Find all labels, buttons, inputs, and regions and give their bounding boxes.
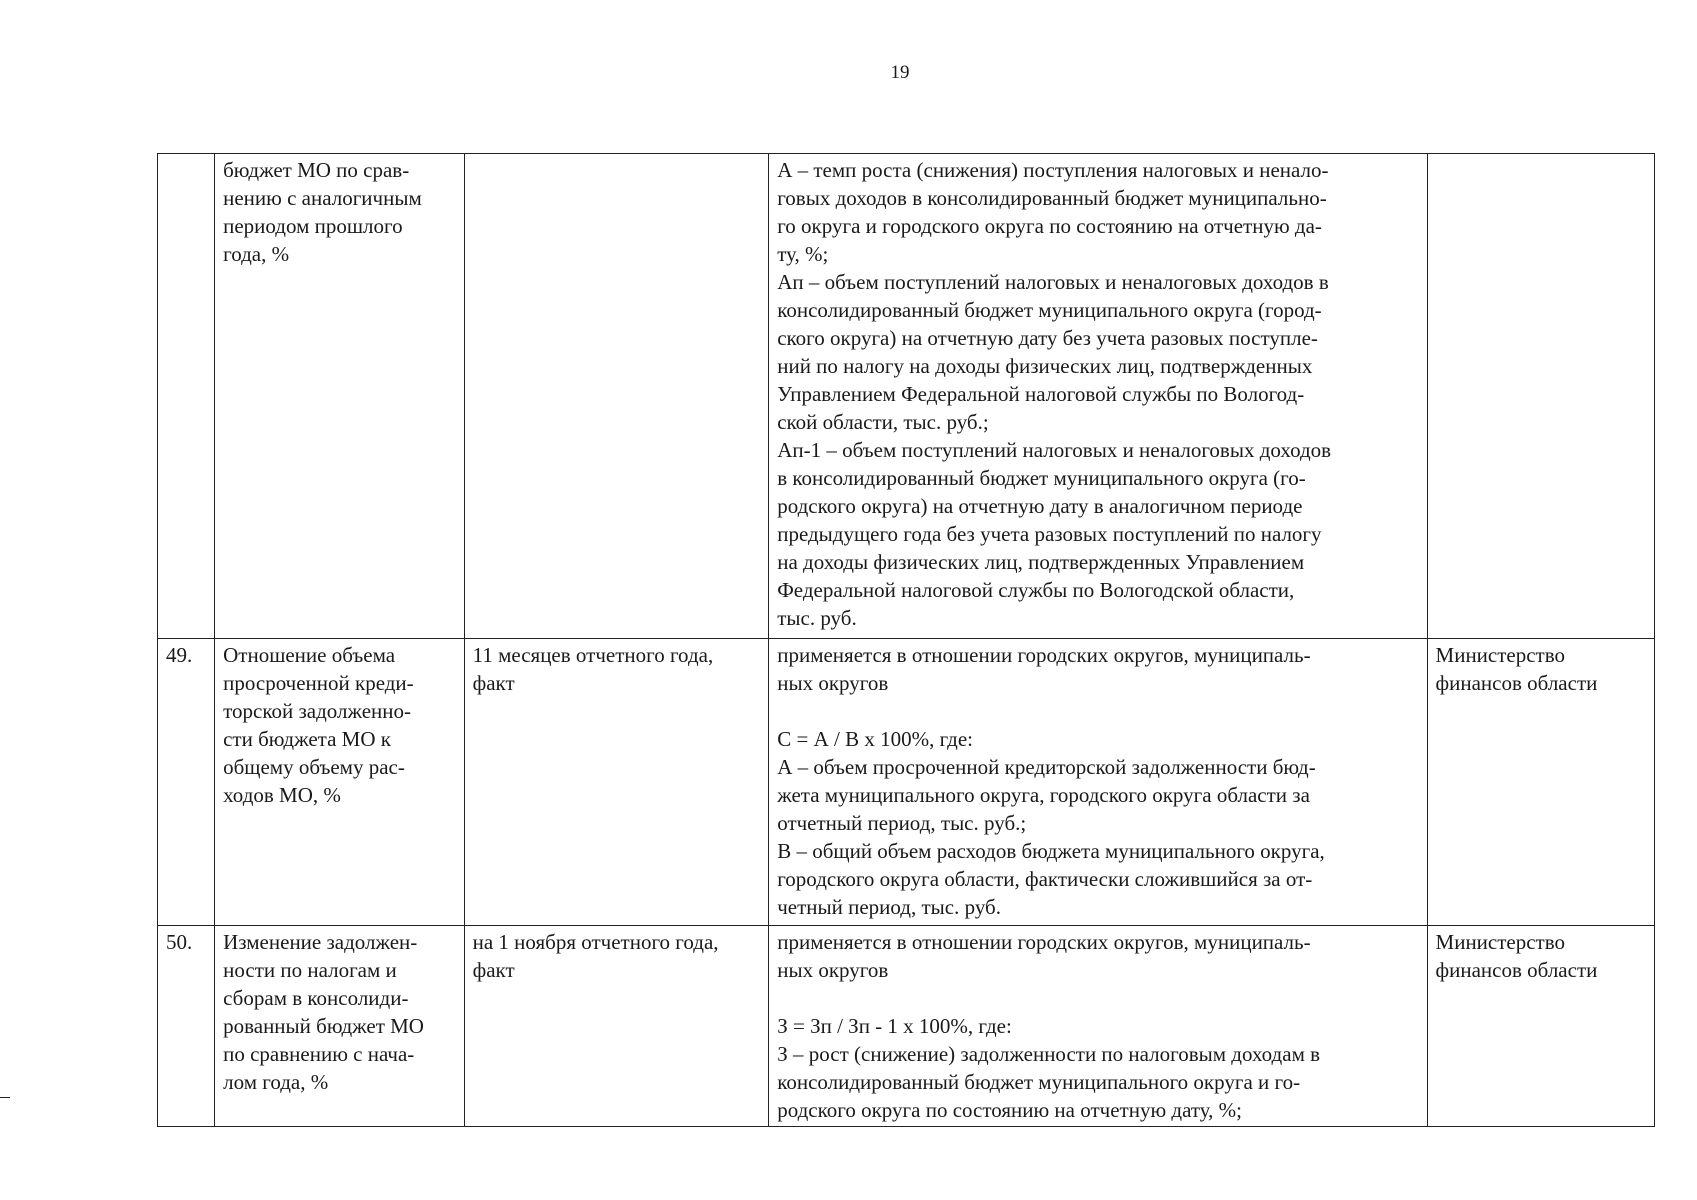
- method-paragraph: А – объем просроченной кредиторской задолженности бюд- жета муниципального округа, городского округа области за отчетный период, тыс. руб.;: [777, 755, 1316, 835]
- responsible-body: [1427, 639, 1654, 926]
- method-paragraph: Ап – объем поступлений налоговых и неналоговых доходов в консолидированный бюджет муниципального округа (город- ского округа) на отчетную дату без учета разовых поступле- ний по налогу на доходы физических лиц, подтвержденных Управлением Федеральной налоговой службы по Вологод- ской области, тыс. руб.;: [777, 270, 1329, 434]
- row-number: [158, 154, 215, 639]
- indicator-name: [215, 639, 465, 926]
- indicator-name-text: Отношение объема просроченной креди- торской задолженно- сти бюджета МО к общему объему рас- ходов МО, %: [223, 643, 414, 807]
- reporting-period: [464, 639, 769, 926]
- paragraph-spacer: [777, 984, 1418, 1012]
- row-number: 49.: [158, 639, 215, 926]
- paragraph-spacer: [777, 697, 1418, 725]
- reporting-period: [464, 926, 769, 1127]
- calculation-method: [769, 154, 1427, 639]
- indicator-name-text: Изменение задолжен- ности по налогам и сборам в консолиди- рованный бюджет МО по сравнению с нача- лом года, %: [223, 930, 424, 1094]
- reporting-period-text: на 1 ноября отчетного года, факт: [472, 930, 719, 982]
- method-paragraph: А – темп роста (снижения) поступления налоговых и ненало- говых доходов в консолидированный бюджет муниципально- го округа и городского округа по состоянию на отчетную да- ту, %;: [777, 158, 1329, 266]
- method-intro: применяется в отношении городских округов, муниципаль- ных округов: [777, 930, 1311, 982]
- method-paragraph: В – общий объем расходов бюджета муниципального округа, городского округа области, фактически сложившийся за от- четный период, тыс. руб.: [777, 839, 1325, 919]
- responsible-body-text: Министерство финансов области: [1435, 930, 1598, 982]
- calculation-method: [769, 926, 1427, 1127]
- indicator-table: [157, 153, 1655, 1127]
- method-formula: С = А / В х 100%, где:: [777, 727, 973, 751]
- method-paragraph: Ап-1 – объем поступлений налоговых и неналоговых доходов в консолидированный бюджет муниципального округа (го- родского округа) на отчетную дату в аналогичном периоде предыдущего года без учета разовых поступлений по налогу на доходы физических лиц, подтвержденных Управлением Федеральной налоговой службы по Вологодской области, тыс. руб.: [777, 438, 1332, 630]
- calculation-method: [769, 639, 1427, 926]
- method-formula: З = Зп / Зп - 1 х 100%, где:: [777, 1014, 1012, 1038]
- margin-mark: [0, 1097, 10, 1098]
- method-paragraph: З – рост (снижение) задолженности по налоговым доходам в консолидированный бюджет муниципального округа и го- родского округа по состоянию на отчетную дату, %;: [777, 1042, 1321, 1122]
- method-intro: применяется в отношении городских округов, муниципаль- ных округов: [777, 643, 1311, 695]
- indicator-name: [215, 154, 465, 639]
- table-row: [158, 926, 1655, 1127]
- row-number: 50.: [158, 926, 215, 1127]
- responsible-body: [1427, 926, 1654, 1127]
- table-row: [158, 154, 1655, 639]
- responsible-body: [1427, 154, 1654, 639]
- page-number: 19: [890, 62, 910, 83]
- table-row: [158, 639, 1655, 926]
- indicator-name-text: бюджет МО по срав- нению с аналогичным периодом прошлого года, %: [223, 158, 422, 266]
- reporting-period-text: 11 месяцев отчетного года, факт: [472, 643, 714, 695]
- reporting-period: [464, 154, 769, 639]
- responsible-body-text: Министерство финансов области: [1435, 643, 1598, 695]
- indicator-name: [215, 926, 465, 1127]
